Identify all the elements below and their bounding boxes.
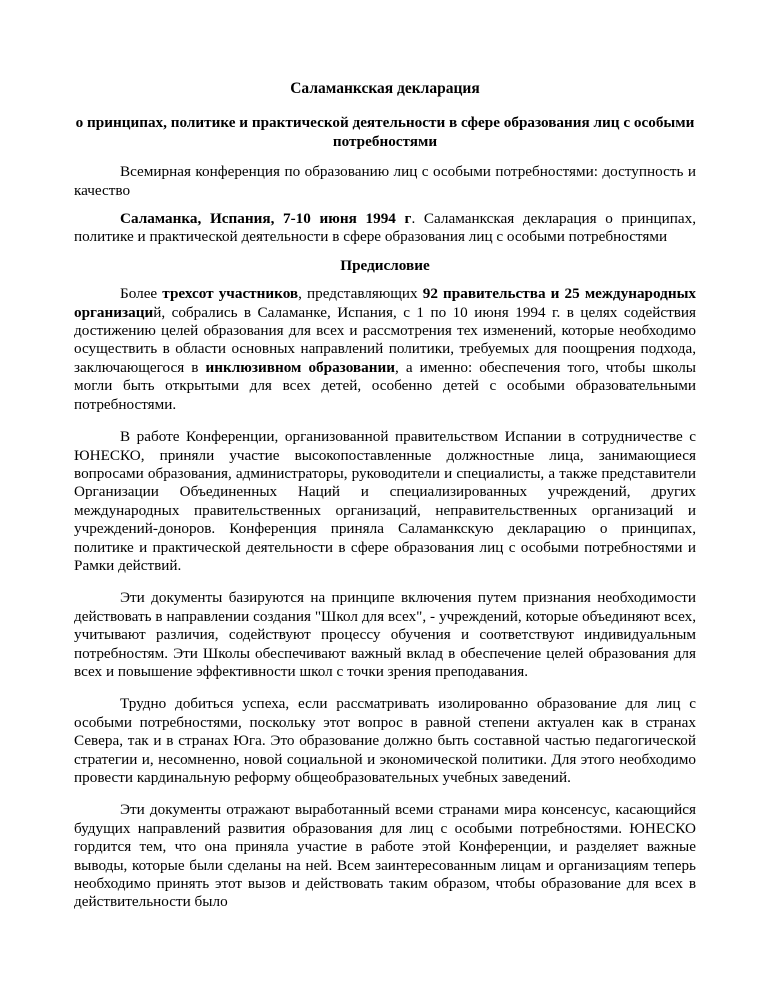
document-page [74,80,696,922]
p1-text-e: , а именно: обеспечения того, чтобы школы могли быть открытыми для всех детей, особенно детей с особыми образовательными потребностями. [74,358,697,413]
paragraph-3: Эти документы базируются на принципе включения путем признания необходимости действовать в направлении создания "Школ для всех", - учреждений, которые объединяют всех, учитывают различия, содействуют процессу обучения и соответствуют индивидуальным потребностям. Эти Школы обеспечивают важный вклад в обеспечение целей образования для всех и повышение эффективности школ с точки зрения преподавания. [74,589,696,680]
p1-bold-governments: 92 правительства и 25 международных организаци [74,285,697,321]
preface-title: Предисловие [340,256,430,274]
p1-bold-inclusive: инклюзивном образовании [205,358,395,376]
paragraph-4: Трудно добиться успеха, если рассматривать изолированно образование для лиц с особыми потребностями, поскольку этот вопрос в равной степени актуален как в странах Севера, так и в странах Юга. Это образование должно быть составной частью педагогической стратегии и, несомненно, новой социальной и экономической политики. Для этого необходимо провести кардинальную реформу общеобразовательных учебных заведений. [74,695,696,786]
place-date-bold: Саламанка, Испания, 7-10 июня 1994 г [120,210,412,228]
document-title: Саламанкская декларация [290,80,480,97]
paragraph-2: В работе Конференции, организованной правительством Испании в сотрудничестве с ЮНЕСКО, приняли участие высокопоставленные должностные лица, занимающиеся вопросами образования, администраторы, руководители и специалисты, а также представители Организации Объединенных Наций и специализированных учреждений, других международных правительственных организаций, неправительственных организаций и учреждений-доноров. Конференция приняла Саламанкскую декларацию о принципах, политике и практической деятельности в сфере образования лиц с особыми потребностями и Рамки действий. [74,428,696,574]
p1-text-a: Более [120,285,163,303]
p1-bold-participants: трехсот участников [162,285,299,303]
paragraph-1 [74,285,696,414]
place-date-paragraph [74,210,696,247]
paragraph-5: Эти документы отражают выработанный всеми странами мира консенсус, касающийся будущих направлений развития образования для лиц с особыми потребностями. ЮНЕСКО гордится тем, что она приняла участие в работе этой Конференции, и разделяет важные выводы, которые были сделаны на ней. Всем заинтересованным лицам и организациям теперь необходимо принять этот вызов и действовать таким образом, чтобы образование для всех в действительности было [74,801,696,911]
document-subtitle: о принципах, политике и практической деятельности в сфере образования лиц с особыми потребностями [75,114,695,150]
conference-paragraph: Всемирная конференция по образованию лиц с особыми потребностями: доступность и качество [74,163,696,199]
p1-text-d: й, собрались в Саламанке, Испания, с 1 по 10 июня 1994 г. в целях содействия достижению целей образования для всех и рассмотрения тех изменений, которые необходимо осуществить в области основных направлений политики, требуемых для поощрения подхода, заключающегося в [74,303,696,376]
p1-text-c: , представляющих [298,285,423,303]
place-date-rest: . Саламанкская декларация о принципах, политике и практической деятельности в сфере образования лиц с особыми потребностями [74,210,696,246]
